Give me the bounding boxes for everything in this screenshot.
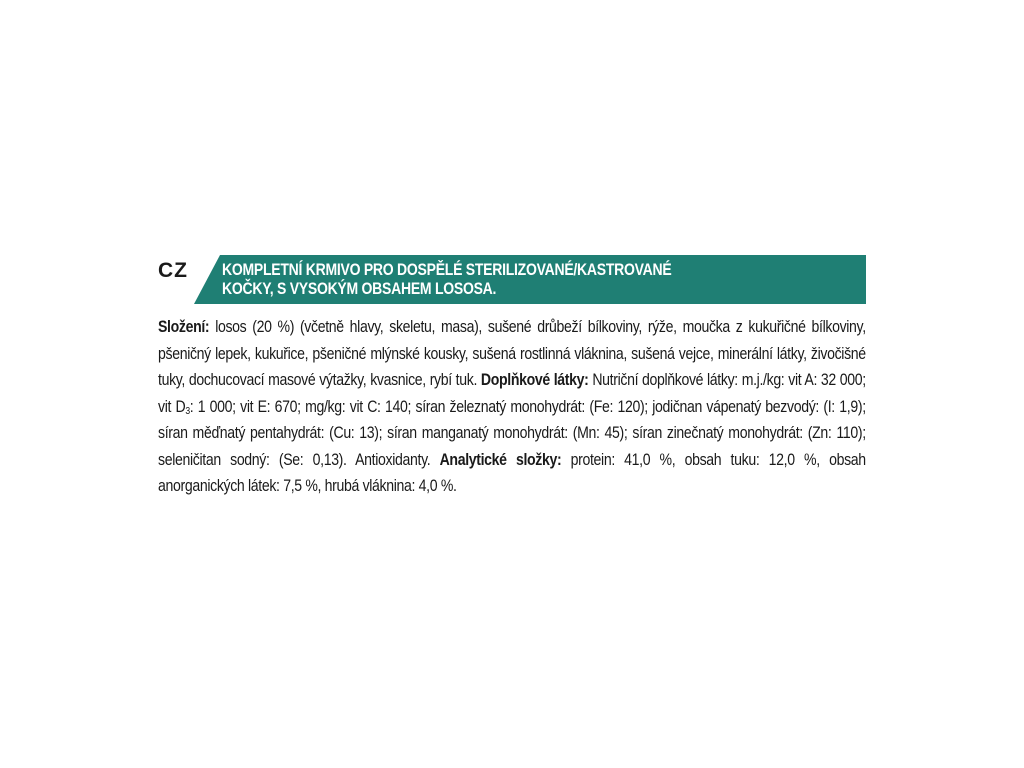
product-title bbox=[222, 261, 764, 298]
vitamin-d-subscript: 3 bbox=[185, 405, 190, 417]
additives-text-b: : 1 000; vit E: 670; mg/kg: vit C: 140; síran železnatý monohydrát: (Fe: 120); jodičnan vápenatý bezvodý: (I: 1,9); síran měďnatý pentahydrát: (Cu: 13); síran manganatý monohydrát: (Mn: 45); síran zinečnatý monohydrát: (Zn: 110); seleničitan sodný: (Se: 0,13). Antioxidanty. bbox=[158, 397, 866, 469]
additives-heading: Doplňkové látky: bbox=[480, 371, 589, 389]
composition-text: losos (20 %) (včetně hlavy, skeletu, masa), sušené drůbeží bílkoviny, rýže, moučka z kukuřičné bílkoviny, pšeničný lepek, kukuřice, pšeničné mlýnské kousky, sušená rostlinná vláknina, sušená vejce, minerální látky, živočišné tuky, dochucovací masové výtažky, kvasnice, rybí tuk. bbox=[158, 318, 866, 389]
ingredients-paragraph bbox=[158, 314, 866, 500]
composition-heading: Složení: bbox=[158, 318, 210, 336]
title-line-1: KOMPLETNÍ KRMIVO PRO DOSPĚLÉ STERILIZOVANÉ/KASTROVANÉ bbox=[222, 261, 672, 279]
additives-text-a: Nutriční doplňkové látky: m.j./kg: vit A: 32 000; vit D bbox=[158, 371, 866, 416]
label-header bbox=[158, 255, 866, 304]
analytical-text: protein: 41,0 %, obsah tuku: 12,0 %, obsah anorganických látek: 7,5 %, hrubá vláknina: 4,0 %. bbox=[158, 450, 866, 495]
language-code: CZ bbox=[158, 259, 188, 282]
analytical-heading: Analytické složky: bbox=[439, 450, 562, 469]
title-line-2: KOČKY, S VYSOKÝM OBSAHEM LOSOSA. bbox=[222, 279, 497, 298]
product-label bbox=[158, 255, 866, 500]
